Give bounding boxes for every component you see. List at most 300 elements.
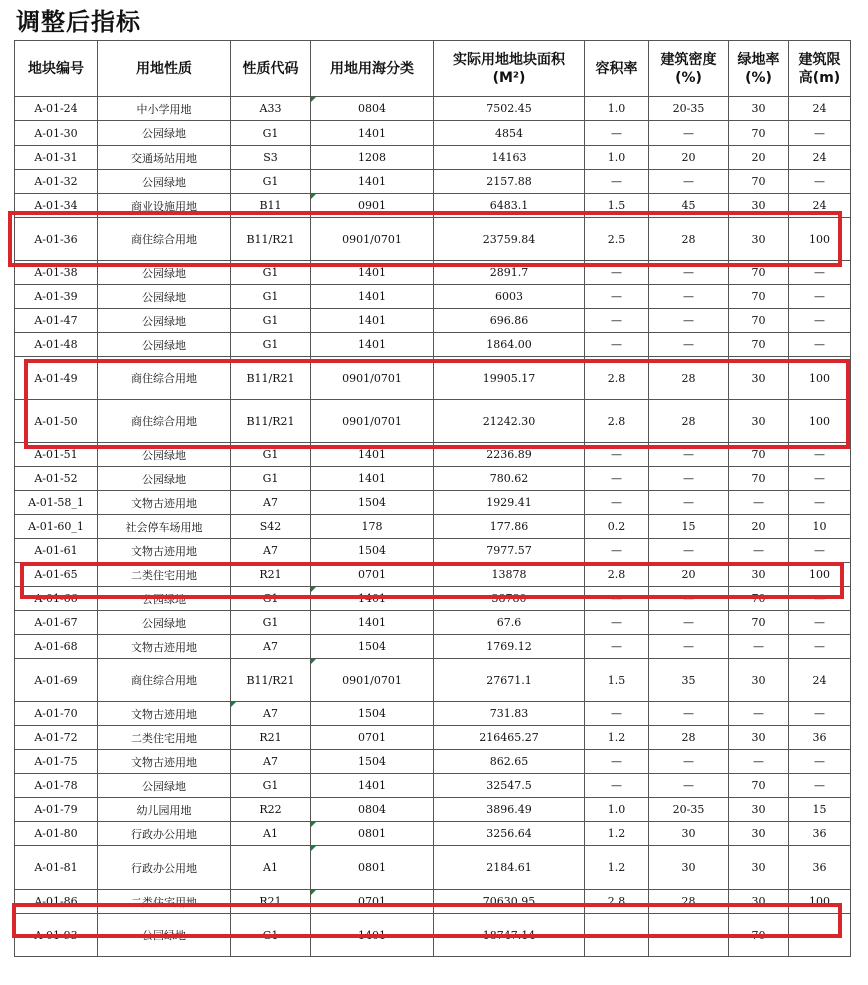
table-row [15, 97, 851, 121]
density-cell: 20 [649, 146, 729, 170]
area-cell: 2236.89 [434, 443, 585, 467]
height-limit-cell: — [789, 635, 851, 659]
green-ratio-cell: 30 [729, 400, 789, 443]
green-ratio-cell: 70 [729, 261, 789, 285]
sea-class-cell: 0901/0701 [311, 400, 434, 443]
header-height-limit: 建筑限 高(m) [789, 41, 851, 97]
density-cell: — [649, 611, 729, 635]
area-cell: 14163 [434, 146, 585, 170]
height-limit-cell: 100 [789, 357, 851, 400]
density-cell: 30 [649, 822, 729, 846]
far-cell: 2.8 [585, 357, 649, 400]
area-cell: 1769.12 [434, 635, 585, 659]
sea-class-cell: 1208 [311, 146, 434, 170]
area-cell: 7977.57 [434, 539, 585, 563]
density-cell: 28 [649, 400, 729, 443]
plot-id-cell: A-01-32 [15, 170, 98, 194]
height-limit-cell: 100 [789, 218, 851, 261]
use-code-cell: G1 [231, 170, 311, 194]
table-row [15, 563, 851, 587]
land-use-cell: 文物古迹用地 [98, 702, 231, 726]
far-cell: — [585, 774, 649, 798]
land-use-cell: 公园绿地 [98, 170, 231, 194]
plot-id-cell: A-01-65 [15, 563, 98, 587]
green-ratio-cell: 70 [729, 333, 789, 357]
use-code-cell: G1 [231, 467, 311, 491]
green-ratio-cell: 70 [729, 443, 789, 467]
land-use-cell: 公园绿地 [98, 121, 231, 146]
area-cell: 67.6 [434, 611, 585, 635]
height-limit-cell: — [789, 285, 851, 309]
area-cell: 6003 [434, 285, 585, 309]
table-row [15, 539, 851, 563]
land-use-cell: 文物古迹用地 [98, 750, 231, 774]
sea-class-cell: 1504 [311, 750, 434, 774]
area-cell: 32547.5 [434, 774, 585, 798]
plot-id-cell: A-01-36 [15, 218, 98, 261]
use-code-cell: A7 [231, 750, 311, 774]
density-cell: 28 [649, 357, 729, 400]
land-use-cell: 中小学用地 [98, 97, 231, 121]
indicator-table [14, 40, 851, 957]
height-limit-cell: — [789, 539, 851, 563]
far-cell: — [585, 702, 649, 726]
green-ratio-cell: 30 [729, 822, 789, 846]
green-ratio-cell: — [729, 635, 789, 659]
sea-class-cell: 0901/0701 [311, 357, 434, 400]
sea-class-cell: 1401 [311, 443, 434, 467]
plot-id-cell: A-01-81 [15, 846, 98, 890]
height-limit-cell: — [789, 587, 851, 611]
table-row [15, 285, 851, 309]
density-cell: — [649, 774, 729, 798]
height-limit-cell: — [789, 309, 851, 333]
table-row [15, 400, 851, 443]
use-code-cell: G1 [231, 443, 311, 467]
height-limit-cell: 100 [789, 890, 851, 914]
plot-id-cell: A-01-34 [15, 194, 98, 218]
green-ratio-cell: 30 [729, 218, 789, 261]
height-limit-cell: 24 [789, 146, 851, 170]
sea-class-cell: 1401 [311, 467, 434, 491]
area-cell: 7502.45 [434, 97, 585, 121]
sea-class-cell: 1401 [311, 309, 434, 333]
land-use-cell: 公园绿地 [98, 443, 231, 467]
land-use-cell: 商住综合用地 [98, 218, 231, 261]
use-code-cell: G1 [231, 261, 311, 285]
far-cell: 1.0 [585, 798, 649, 822]
plot-id-cell: A-01-72 [15, 726, 98, 750]
plot-id-cell: A-01-80 [15, 822, 98, 846]
area-cell: 177.86 [434, 515, 585, 539]
sea-class-cell: 1401 [311, 914, 434, 957]
table-row [15, 726, 851, 750]
table-row [15, 635, 851, 659]
density-cell: 28 [649, 890, 729, 914]
height-limit-cell: 24 [789, 97, 851, 121]
sea-class-cell: 1504 [311, 702, 434, 726]
green-ratio-cell: — [729, 750, 789, 774]
plot-id-cell: A-01-47 [15, 309, 98, 333]
plot-id-cell: A-01-30 [15, 121, 98, 146]
height-limit-cell: — [789, 702, 851, 726]
sea-class-cell: 0901 [311, 194, 434, 218]
height-limit-cell: 36 [789, 822, 851, 846]
height-limit-cell: 36 [789, 726, 851, 750]
sea-class-cell: 1401 [311, 285, 434, 309]
page-title: 调整后指标 [16, 8, 141, 36]
far-cell: 0.2 [585, 515, 649, 539]
sea-class-cell: 1401 [311, 611, 434, 635]
far-cell: 1.0 [585, 146, 649, 170]
sea-class-cell: 0901/0701 [311, 218, 434, 261]
green-ratio-cell: 70 [729, 774, 789, 798]
height-limit-cell: — [789, 774, 851, 798]
header-area: 实际用地地块面积 (M²) [434, 41, 585, 97]
use-code-cell: S3 [231, 146, 311, 170]
area-cell: 862.65 [434, 750, 585, 774]
far-cell: — [585, 333, 649, 357]
density-cell: — [649, 635, 729, 659]
use-code-cell: R22 [231, 798, 311, 822]
area-cell: 18747.14 [434, 914, 585, 957]
density-cell: — [649, 467, 729, 491]
sea-class-cell: 1401 [311, 261, 434, 285]
green-ratio-cell: 30 [729, 659, 789, 702]
green-ratio-cell: 30 [729, 846, 789, 890]
use-code-cell: G1 [231, 587, 311, 611]
table-body [15, 97, 851, 957]
table-row [15, 611, 851, 635]
area-cell: 27671.1 [434, 659, 585, 702]
far-cell: — [585, 587, 649, 611]
plot-id-cell: A-01-78 [15, 774, 98, 798]
far-cell: 2.8 [585, 563, 649, 587]
land-use-cell: 商业设施用地 [98, 194, 231, 218]
sea-class-cell: 0901/0701 [311, 659, 434, 702]
height-limit-cell: 10 [789, 515, 851, 539]
height-limit-cell: 24 [789, 659, 851, 702]
density-cell: — [649, 261, 729, 285]
far-cell: 1.2 [585, 822, 649, 846]
table-row [15, 170, 851, 194]
plot-id-cell: A-01-31 [15, 146, 98, 170]
table-row [15, 798, 851, 822]
plot-id-cell: A-01-60_1 [15, 515, 98, 539]
land-use-cell: 社会停车场用地 [98, 515, 231, 539]
land-use-cell: 公园绿地 [98, 285, 231, 309]
far-cell: 1.5 [585, 659, 649, 702]
height-limit-cell: — [789, 121, 851, 146]
table-row [15, 822, 851, 846]
area-cell: 2184.61 [434, 846, 585, 890]
table-row [15, 659, 851, 702]
green-ratio-cell: 30 [729, 563, 789, 587]
use-code-cell: A7 [231, 635, 311, 659]
use-code-cell: A7 [231, 491, 311, 515]
far-cell: — [585, 539, 649, 563]
height-limit-cell: — [789, 611, 851, 635]
plot-id-cell: A-01-69 [15, 659, 98, 702]
land-use-cell: 行政办公用地 [98, 822, 231, 846]
use-code-cell: B11/R21 [231, 218, 311, 261]
height-limit-cell: — [789, 443, 851, 467]
area-cell: 780.62 [434, 467, 585, 491]
table-row [15, 333, 851, 357]
area-cell: 38780 [434, 587, 585, 611]
far-cell: 1.2 [585, 846, 649, 890]
use-code-cell: B11/R21 [231, 400, 311, 443]
density-cell: 20-35 [649, 798, 729, 822]
use-code-cell: A1 [231, 822, 311, 846]
plot-id-cell: A-01-51 [15, 443, 98, 467]
plot-id-cell: A-01-75 [15, 750, 98, 774]
area-cell: 2157.88 [434, 170, 585, 194]
green-ratio-cell: 70 [729, 285, 789, 309]
sea-class-cell: 1401 [311, 121, 434, 146]
table-row [15, 357, 851, 400]
density-cell: 35 [649, 659, 729, 702]
header-green-ratio: 绿地率 (%) [729, 41, 789, 97]
density-cell: — [649, 914, 729, 957]
green-ratio-cell: 70 [729, 170, 789, 194]
density-cell: — [649, 539, 729, 563]
table-row [15, 121, 851, 146]
far-cell: — [585, 309, 649, 333]
density-cell: — [649, 309, 729, 333]
far-cell: — [585, 121, 649, 146]
far-cell: — [585, 635, 649, 659]
land-use-cell: 公园绿地 [98, 309, 231, 333]
plot-id-cell: A-01-52 [15, 467, 98, 491]
height-limit-cell: — [789, 750, 851, 774]
area-cell: 70630.95 [434, 890, 585, 914]
green-ratio-cell: — [729, 702, 789, 726]
use-code-cell: B11 [231, 194, 311, 218]
height-limit-cell: 24 [789, 194, 851, 218]
density-cell: — [649, 750, 729, 774]
header-sea-class: 用地用海分类 [311, 41, 434, 97]
far-cell: 2.8 [585, 890, 649, 914]
sea-class-cell: 0804 [311, 798, 434, 822]
table-row [15, 491, 851, 515]
plot-id-cell: A-01-38 [15, 261, 98, 285]
table-row [15, 774, 851, 798]
plot-id-cell: A-01-68 [15, 635, 98, 659]
density-cell: — [649, 491, 729, 515]
use-code-cell: G1 [231, 309, 311, 333]
area-cell: 3896.49 [434, 798, 585, 822]
sea-class-cell: 1504 [311, 635, 434, 659]
use-code-cell: A1 [231, 846, 311, 890]
plot-id-cell: A-01-39 [15, 285, 98, 309]
far-cell: — [585, 491, 649, 515]
use-code-cell: R21 [231, 563, 311, 587]
green-ratio-cell: 70 [729, 309, 789, 333]
density-cell: — [649, 170, 729, 194]
land-use-cell: 公园绿地 [98, 611, 231, 635]
sea-class-cell: 1504 [311, 491, 434, 515]
sea-class-cell: 0801 [311, 846, 434, 890]
plot-id-cell: A-01-61 [15, 539, 98, 563]
green-ratio-cell: 70 [729, 121, 789, 146]
height-limit-cell: 100 [789, 563, 851, 587]
use-code-cell: G1 [231, 611, 311, 635]
header-use-code: 性质代码 [231, 41, 311, 97]
use-code-cell: S42 [231, 515, 311, 539]
land-use-cell: 二类住宅用地 [98, 726, 231, 750]
green-ratio-cell: 30 [729, 194, 789, 218]
table-row [15, 890, 851, 914]
land-use-cell: 公园绿地 [98, 467, 231, 491]
land-use-cell: 商住综合用地 [98, 357, 231, 400]
far-cell: 2.5 [585, 218, 649, 261]
land-use-cell: 二类住宅用地 [98, 890, 231, 914]
sea-class-cell: 0701 [311, 563, 434, 587]
area-cell: 23759.84 [434, 218, 585, 261]
far-cell: — [585, 285, 649, 309]
land-use-cell: 公园绿地 [98, 774, 231, 798]
use-code-cell: A33 [231, 97, 311, 121]
plot-id-cell: A-01-70 [15, 702, 98, 726]
area-cell: 6483.1 [434, 194, 585, 218]
density-cell: 15 [649, 515, 729, 539]
density-cell: — [649, 285, 729, 309]
land-use-cell: 公园绿地 [98, 914, 231, 957]
area-cell: 696.86 [434, 309, 585, 333]
table-row [15, 914, 851, 957]
far-cell: — [585, 170, 649, 194]
land-use-cell: 文物古迹用地 [98, 635, 231, 659]
plot-id-cell: A-01-93 [15, 914, 98, 957]
height-limit-cell: — [789, 261, 851, 285]
header-row [15, 41, 851, 97]
use-code-cell: G1 [231, 285, 311, 309]
land-use-cell: 商住综合用地 [98, 659, 231, 702]
header-plot-id: 地块编号 [15, 41, 98, 97]
green-ratio-cell: 30 [729, 726, 789, 750]
use-code-cell: B11/R21 [231, 659, 311, 702]
table-row [15, 467, 851, 491]
use-code-cell: G1 [231, 914, 311, 957]
density-cell: 45 [649, 194, 729, 218]
land-use-cell: 公园绿地 [98, 587, 231, 611]
green-ratio-cell: 70 [729, 611, 789, 635]
area-cell: 731.83 [434, 702, 585, 726]
area-cell: 1929.41 [434, 491, 585, 515]
far-cell: 1.0 [585, 97, 649, 121]
plot-id-cell: A-01-79 [15, 798, 98, 822]
table-row [15, 702, 851, 726]
sea-class-cell: 178 [311, 515, 434, 539]
table-row [15, 194, 851, 218]
plot-id-cell: A-01-86 [15, 890, 98, 914]
green-ratio-cell: 70 [729, 467, 789, 491]
green-ratio-cell: 30 [729, 357, 789, 400]
land-use-cell: 商住综合用地 [98, 400, 231, 443]
green-ratio-cell: 20 [729, 146, 789, 170]
far-cell: 1.5 [585, 194, 649, 218]
sea-class-cell: 0801 [311, 822, 434, 846]
sea-class-cell: 0804 [311, 97, 434, 121]
green-ratio-cell: 30 [729, 798, 789, 822]
area-cell: 21242.30 [434, 400, 585, 443]
table-row [15, 261, 851, 285]
sea-class-cell: 0701 [311, 890, 434, 914]
table-row [15, 515, 851, 539]
use-code-cell: R21 [231, 890, 311, 914]
land-use-cell: 二类住宅用地 [98, 563, 231, 587]
land-use-cell: 交通场站用地 [98, 146, 231, 170]
green-ratio-cell: — [729, 491, 789, 515]
use-code-cell: A7 [231, 702, 311, 726]
use-code-cell: A7 [231, 539, 311, 563]
height-limit-cell: — [789, 491, 851, 515]
height-limit-cell: 36 [789, 846, 851, 890]
area-cell: 1864.00 [434, 333, 585, 357]
plot-id-cell: A-01-66 [15, 587, 98, 611]
density-cell: 28 [649, 726, 729, 750]
far-cell: — [585, 611, 649, 635]
plot-id-cell: A-01-24 [15, 97, 98, 121]
green-ratio-cell: 70 [729, 587, 789, 611]
green-ratio-cell: 70 [729, 914, 789, 957]
plot-id-cell: A-01-67 [15, 611, 98, 635]
far-cell: — [585, 750, 649, 774]
green-ratio-cell: — [729, 539, 789, 563]
sea-class-cell: 1401 [311, 587, 434, 611]
header-density: 建筑密度 (%) [649, 41, 729, 97]
area-cell: 19905.17 [434, 357, 585, 400]
plot-id-cell: A-01-49 [15, 357, 98, 400]
density-cell: — [649, 333, 729, 357]
land-use-cell: 公园绿地 [98, 261, 231, 285]
land-use-cell: 行政办公用地 [98, 846, 231, 890]
sea-class-cell: 1401 [311, 774, 434, 798]
table-row [15, 846, 851, 890]
area-cell: 13878 [434, 563, 585, 587]
area-cell: 2891.7 [434, 261, 585, 285]
land-use-cell: 文物古迹用地 [98, 491, 231, 515]
density-cell: 20 [649, 563, 729, 587]
density-cell: 20-35 [649, 97, 729, 121]
header-land-use: 用地性质 [98, 41, 231, 97]
green-ratio-cell: 30 [729, 890, 789, 914]
header-far: 容积率 [585, 41, 649, 97]
far-cell: — [585, 443, 649, 467]
height-limit-cell: 15 [789, 798, 851, 822]
table-row [15, 587, 851, 611]
plot-id-cell: A-01-50 [15, 400, 98, 443]
height-limit-cell: — [789, 333, 851, 357]
use-code-cell: G1 [231, 121, 311, 146]
land-use-cell: 文物古迹用地 [98, 539, 231, 563]
green-ratio-cell: 30 [729, 97, 789, 121]
area-cell: 4854 [434, 121, 585, 146]
use-code-cell: R21 [231, 726, 311, 750]
height-limit-cell: — [789, 170, 851, 194]
green-ratio-cell: 20 [729, 515, 789, 539]
density-cell: — [649, 587, 729, 611]
height-limit-cell: 100 [789, 400, 851, 443]
use-code-cell: B11/R21 [231, 357, 311, 400]
far-cell: — [585, 914, 649, 957]
height-limit-cell: — [789, 467, 851, 491]
table-row [15, 218, 851, 261]
area-cell: 3256.64 [434, 822, 585, 846]
use-code-cell: G1 [231, 333, 311, 357]
density-cell: — [649, 443, 729, 467]
